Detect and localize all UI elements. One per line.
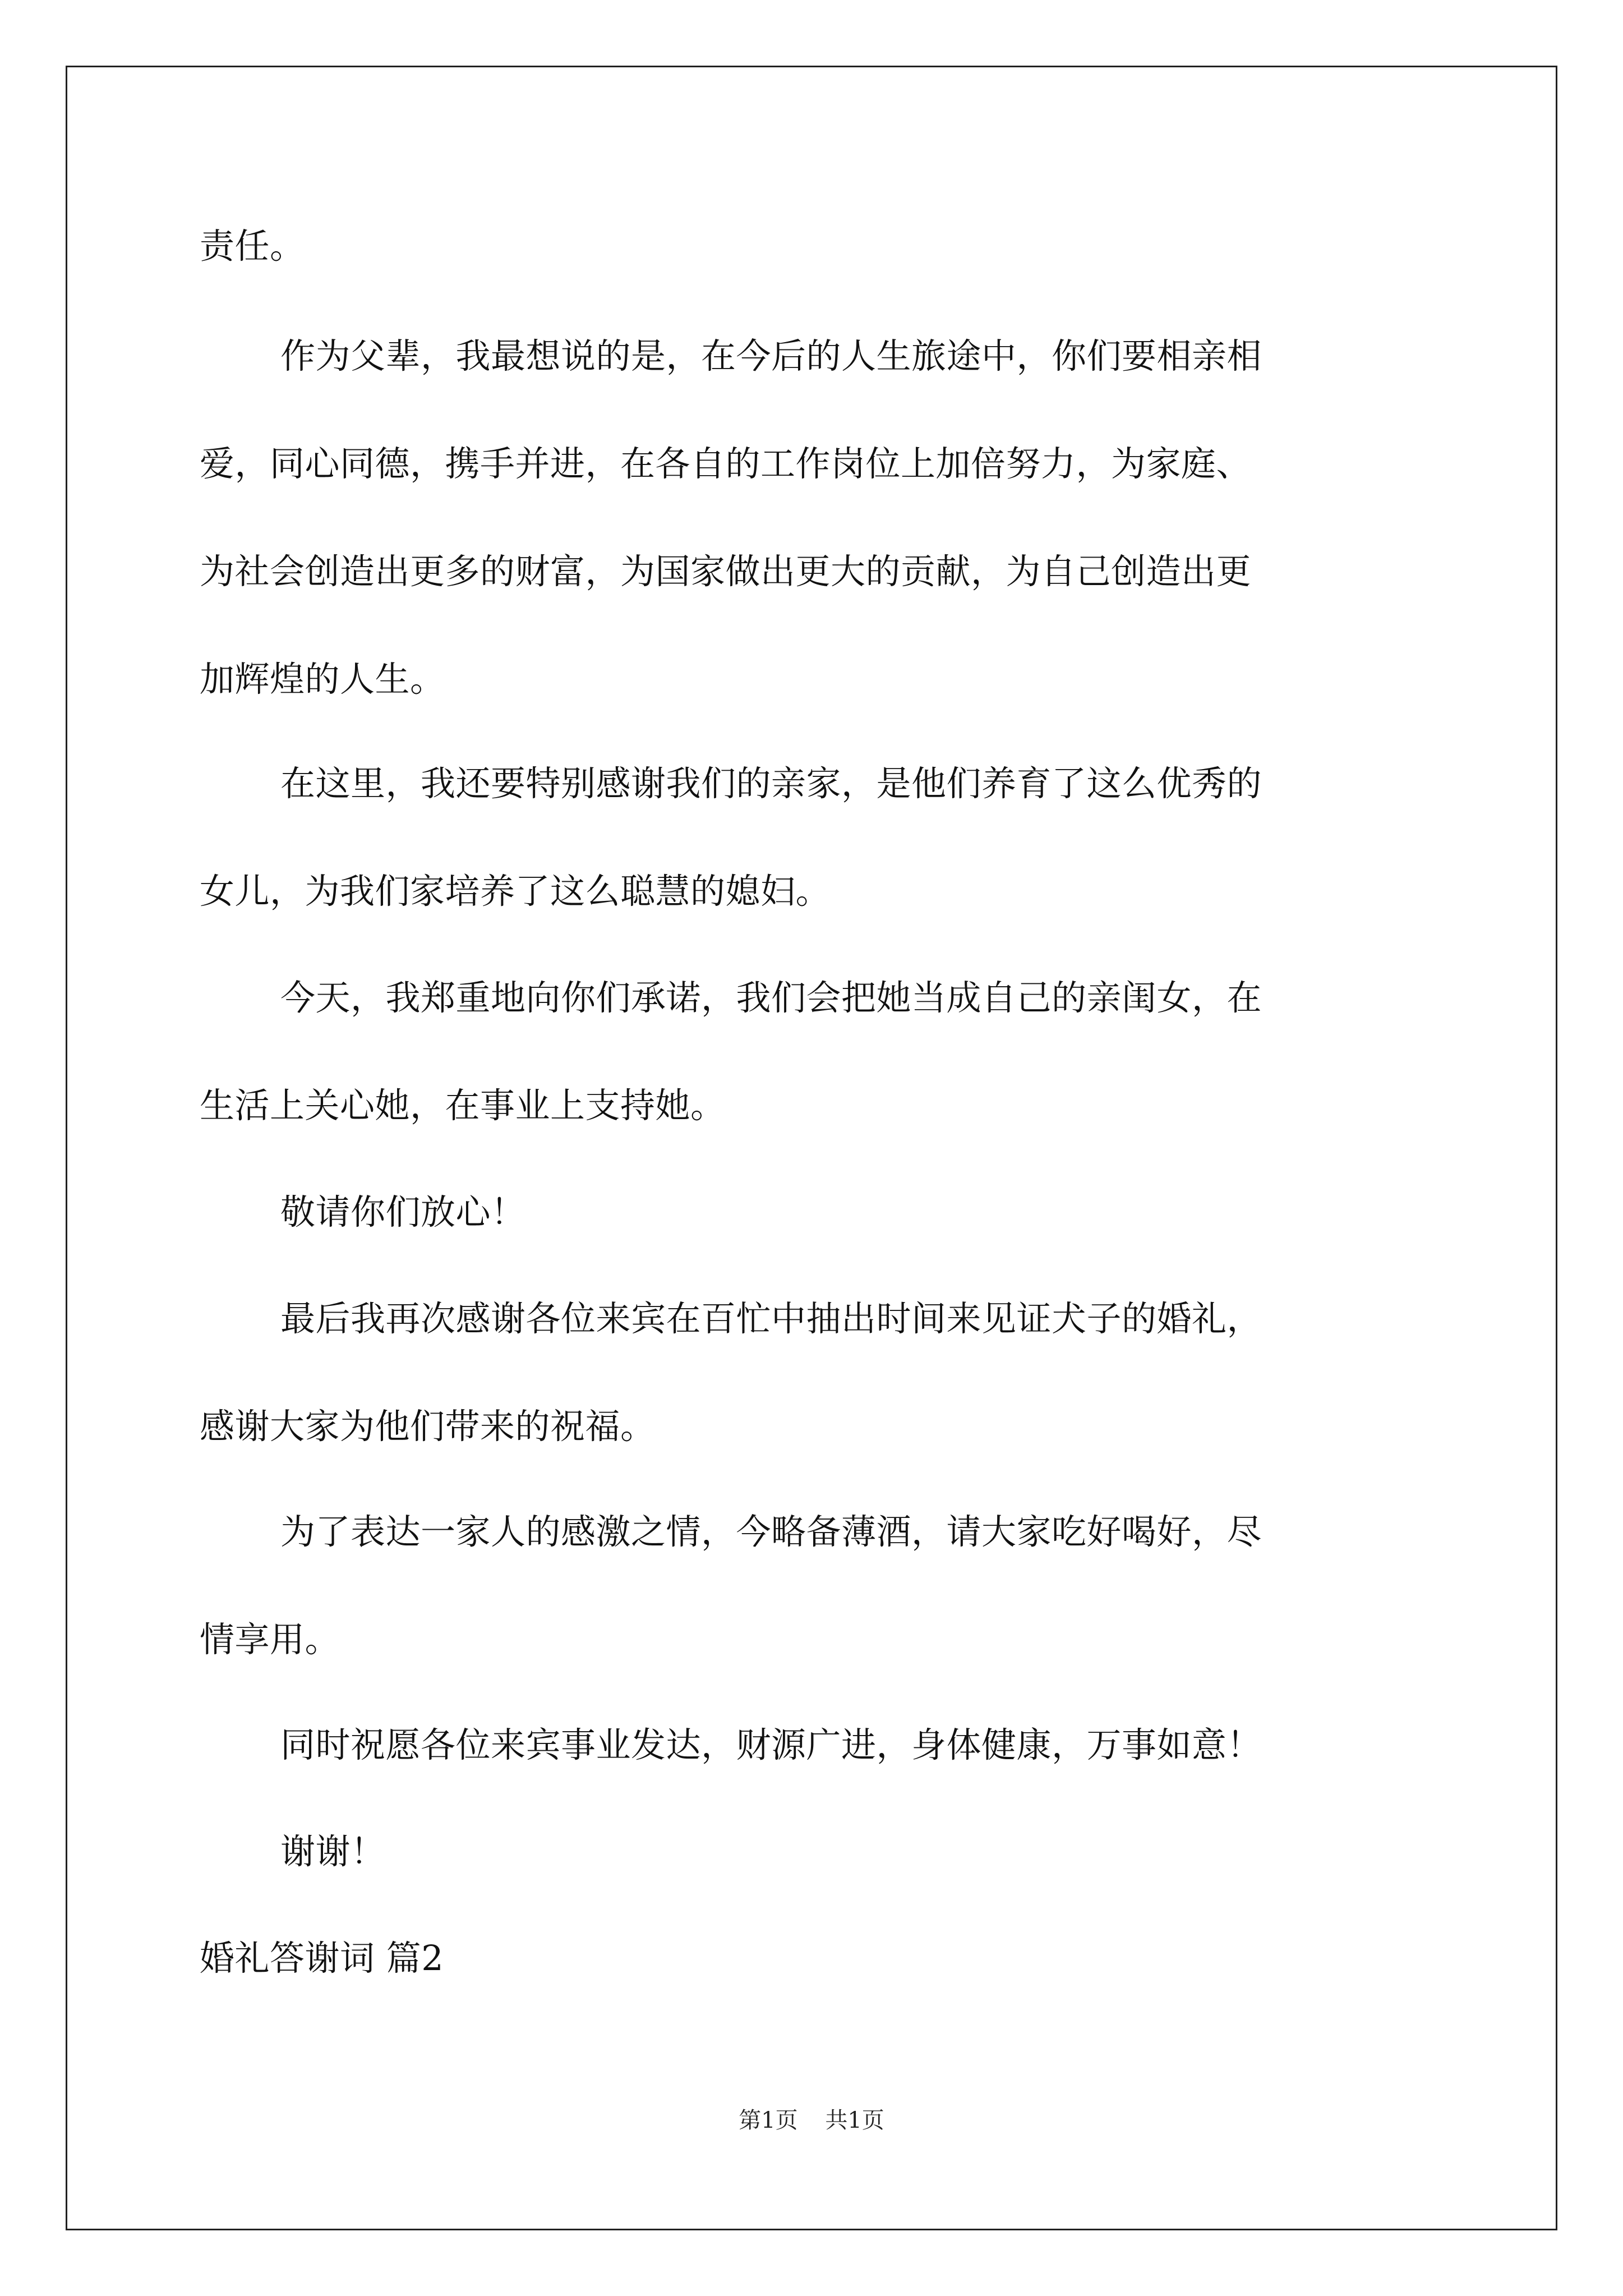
paragraph-line: 为社会创造出更多的财富，为国家做出更大的贡献，为自己创造出更 xyxy=(200,551,1252,592)
paragraph-line: 最后我再次感谢各位来宾在百忙中抽出时间来见证犬子的婚礼， xyxy=(280,1298,1262,1339)
paragraph-line: 敬请你们放心！ xyxy=(280,1191,526,1232)
paragraph-line: 在这里，我还要特别感谢我们的亲家，是他们养育了这么优秀的 xyxy=(280,763,1262,804)
paragraph-line: 爱，同心同德，携手并进，在各自的工作岗位上加倍努力，为家庭、 xyxy=(200,443,1252,484)
paragraph-line: 感谢大家为他们带来的祝福。 xyxy=(200,1406,656,1447)
paragraph-line: 谢谢！ xyxy=(280,1831,386,1872)
page-number: 第1页 xyxy=(739,2108,798,2133)
paragraph-line: 生活上关心她，在事业上支持她。 xyxy=(200,1085,726,1126)
page-border xyxy=(66,66,1557,2230)
paragraph-line: 加辉煌的人生。 xyxy=(200,659,445,700)
section-heading: 婚礼答谢词 篇2 xyxy=(200,1938,444,1978)
page-footer xyxy=(0,2106,1623,2134)
paragraph-line: 责任。 xyxy=(200,226,305,266)
paragraph-line: 同时祝愿各位来宾事业发达，财源广进，身体健康，万事如意！ xyxy=(280,1724,1262,1765)
paragraph-line: 作为父辈，我最想说的是，在今后的人生旅途中，你们要相亲相 xyxy=(280,335,1262,376)
paragraph-line: 女儿，为我们家培养了这么聪慧的媳妇。 xyxy=(200,871,831,912)
paragraph-line: 为了表达一家人的感激之情，今略备薄酒，请大家吃好喝好，尽 xyxy=(280,1511,1262,1552)
page-total: 共1页 xyxy=(825,2108,884,2133)
paragraph-line: 情享用。 xyxy=(200,1619,340,1660)
paragraph-line: 今天，我郑重地向你们承诺，我们会把她当成自己的亲闺女，在 xyxy=(280,977,1262,1018)
